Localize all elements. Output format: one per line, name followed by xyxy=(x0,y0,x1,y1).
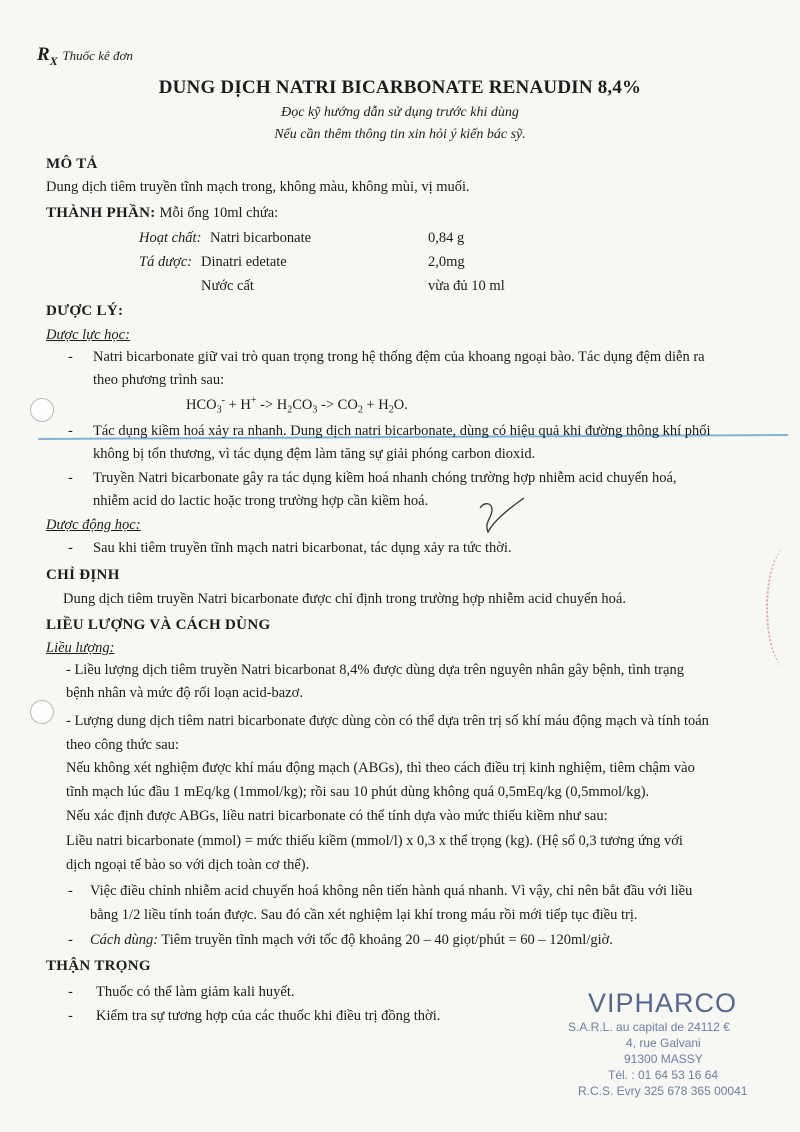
heading-lieu-luong: LIỀU LƯỢNG VÀ CÁCH DÙNG xyxy=(46,617,271,633)
ingredient-amount: 0,84 g xyxy=(428,230,465,246)
lieu-luong-p3b: tĩnh mạch lúc đầu 1 mEq/kg (1mmol/kg); rồi sau 10 phút dùng không quá 0,5mEq/kg (0,5mmol/kg). xyxy=(66,784,650,800)
reaction-formula: $HCO_3^- + H^+ -> H_2CO_3 -> CO_2 + H_2O$. xyxy=(186,395,408,416)
stamp-line-phone: Tél. : 01 64 53 16 64 xyxy=(608,1068,719,1082)
heading-mo-ta: MÔ TẢ xyxy=(46,156,98,172)
lieu-luong-p2a: - Lượng dung dịch tiêm natri bicarbonate được dùng còn có thể dựa trên trị số khí máu động mạch và tính toán xyxy=(66,713,709,729)
bullet-dash: - xyxy=(68,883,73,899)
lieu-luong-p4: Nếu xác định được ABGs, liều natri bicarbonate có thể tính dựa vào mức thiếu kiềm như sau: xyxy=(66,808,608,824)
mo-ta-text: Dung dịch tiêm truyền tĩnh mạch trong, không màu, không mùi, vị muối. xyxy=(46,179,470,195)
company-stamp xyxy=(568,988,768,1108)
heading-than-trong: THẬN TRỌNG xyxy=(46,958,151,974)
ingredient-name: Natri bicarbonate xyxy=(210,230,312,246)
lieu-luong-p1b: bệnh nhân và mức độ rối loạn acid-bazơ. xyxy=(66,685,303,701)
rx-sub: X xyxy=(49,53,58,68)
luc-hoc-3a: Truyền Natri bicarbonate gây ra tác dụng kiềm hoá nhanh chóng trường hợp nhiễm acid chuyển hoá, xyxy=(93,470,677,486)
document-title: DUNG DỊCH NATRI BICARBONATE RENAUDIN 8,4% xyxy=(158,77,642,98)
stamp-company-name: VIPHARCO xyxy=(588,988,738,1018)
luc-hoc-2a: Tác dụng kiềm hoá xảy ra nhanh. Dung dịch natri bicarbonate, dùng có hiệu quả khi đường thông khí phổi xyxy=(93,423,711,439)
heading-chi-dinh: CHỈ ĐỊNH xyxy=(46,567,120,583)
bullet-dash: - xyxy=(68,1008,73,1024)
lieu-luong-label: Liều lượng: xyxy=(46,640,115,656)
subtitle-read-instructions: Đọc kỹ hướng dẫn sử dụng trước khi dùng xyxy=(281,105,519,120)
ingredient-amount: 2,0mg xyxy=(428,254,465,270)
ingredient-name: Dinatri edetate xyxy=(201,254,287,270)
cach-dung-line xyxy=(90,930,613,950)
dong-hoc-1: Sau khi tiêm truyền tĩnh mạch natri bicarbonat, tác dụng xảy ra tức thời. xyxy=(93,540,512,556)
red-stamp-mark xyxy=(766,548,800,668)
lieu-luong-p6a: Việc điều chỉnh nhiễm acid chuyển hoá không nên tiến hành quá nhanh. Vì vậy, chỉ nên bắt đầu với liều xyxy=(90,883,693,899)
lieu-luong-p1a: - Liều lượng dịch tiêm truyền Natri bicarbonat 8,4% được dùng dựa trên nguyên nhân gây bệnh, tình trạng xyxy=(66,662,684,678)
punch-hole-top xyxy=(30,398,54,422)
subtitle-consult-doctor: Nếu cần thêm thông tin xin hỏi ý kiến bác sỹ. xyxy=(274,127,526,142)
handwritten-checkmark xyxy=(470,494,530,544)
rx-label xyxy=(37,44,133,69)
cach-dung-text: Tiêm truyền tĩnh mạch với tốc độ khoảng 20 – 40 giọt/phút = 60 – 120ml/giờ. xyxy=(158,932,613,948)
lieu-luong-p6b: bằng 1/2 liều tính toán được. Sau đó cần xét nghiệm lại khí trong máu rồi mới tiếp tục điều trị. xyxy=(90,907,638,923)
stamp-line-city: 91300 MASSY xyxy=(624,1052,703,1066)
bullet-dash: - xyxy=(68,423,73,439)
thanh-phan-intro: Mỗi ống 10ml chứa: xyxy=(159,205,279,221)
rx-text: Thuốc kê đơn xyxy=(62,48,133,63)
stamp-line-rcs: R.C.S. Evry 325 678 365 00041 xyxy=(578,1084,748,1098)
lieu-luong-p5b: dịch ngoại tế bào so với dịch toàn cơ thể). xyxy=(66,857,310,873)
luc-hoc-2b: không bị tổn thương, vì tác dụng đệm làm tăng sự giải phóng carbon dioxid. xyxy=(93,446,536,462)
lieu-luong-p3a: Nếu không xét nghiệm được khí máu động mạch (ABGs), thì theo cách điều trị kinh nghiệm, tiêm chậm vào xyxy=(66,760,695,776)
heading-thanh-phan: THÀNH PHẦN: xyxy=(46,205,156,221)
bullet-dash: - xyxy=(68,984,73,1000)
lieu-luong-p5a: Liều natri bicarbonate (mmol) = mức thiếu kiềm (mmol/l) x 0,3 x thể trọng (kg). (Hệ số 0,3 tương ứng với xyxy=(66,833,683,849)
than-trong-1: Thuốc có thể làm giảm kali huyết. xyxy=(96,984,295,1000)
than-trong-2: Kiểm tra sự tương hợp của các thuốc khi điều trị đồng thời. xyxy=(96,1008,441,1024)
duoc-dong-hoc-label: Dược động học: xyxy=(46,517,141,533)
ingredient-name: Nước cất xyxy=(201,278,254,294)
lieu-luong-p2b: theo công thức sau: xyxy=(66,737,179,753)
luc-hoc-1a: Natri bicarbonate giữ vai trò quan trọng trong hệ thống đệm của khoang ngoại bào. Tác dụng đệm diễn ra xyxy=(93,349,705,365)
bullet-dash: - xyxy=(68,470,73,486)
rx-symbol: R xyxy=(37,44,50,65)
stamp-line-capital: S.A.R.L. au capital de 24112 € xyxy=(568,1020,730,1034)
heading-duoc-ly: DƯỢC LÝ: xyxy=(46,303,124,319)
stamp-line-street: 4, rue Galvani xyxy=(626,1036,701,1050)
bullet-dash: - xyxy=(68,349,73,365)
punch-hole-bottom xyxy=(30,700,54,724)
cach-dung-label: Cách dùng: xyxy=(90,932,159,948)
bullet-dash: - xyxy=(68,540,73,556)
chi-dinh-text: Dung dịch tiêm truyền Natri bicarbonate được chỉ định trong trường hợp nhiễm acid chuyển hoá. xyxy=(63,591,626,607)
duoc-luc-hoc-label: Dược lực học: xyxy=(46,327,130,343)
ingredient-label: Hoạt chất: xyxy=(139,230,202,246)
ingredient-amount: vừa đủ 10 ml xyxy=(428,278,505,294)
ingredient-label: Tá dược: xyxy=(139,254,193,270)
luc-hoc-1b: theo phương trình sau: xyxy=(93,372,225,388)
bullet-dash: - xyxy=(68,932,73,948)
thanh-phan-line xyxy=(46,203,278,223)
luc-hoc-3b: nhiễm acid do lactic hoặc trong trường hợp cần kiềm hoá. xyxy=(93,493,429,509)
